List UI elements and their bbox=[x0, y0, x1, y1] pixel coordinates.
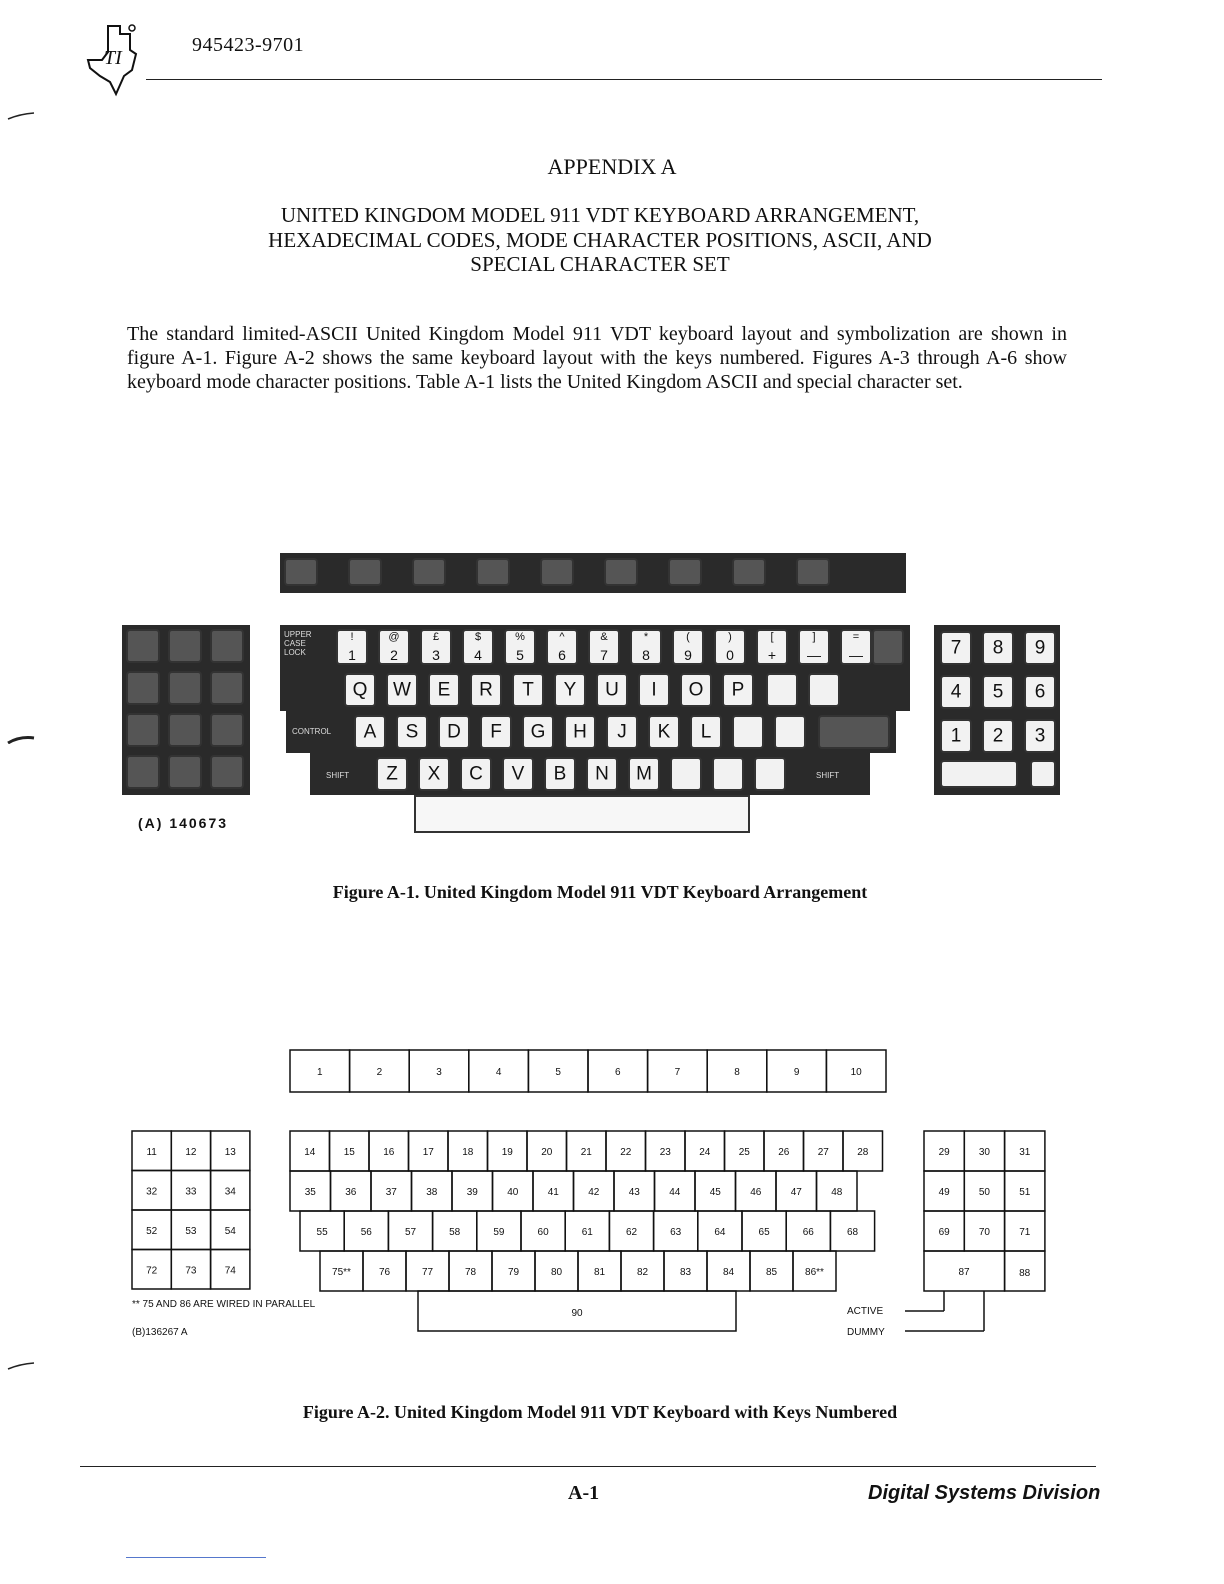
key-legend: N bbox=[595, 763, 609, 785]
key-legend: A bbox=[363, 721, 377, 743]
key-legend: M bbox=[636, 763, 652, 785]
right-pad-cell-number: 69 bbox=[938, 1227, 950, 1238]
main-key-cell-number: 81 bbox=[593, 1267, 606, 1278]
key-legend: P bbox=[731, 679, 745, 701]
main-key-cell-number: 75** bbox=[332, 1267, 351, 1278]
key-shift-legend: ) bbox=[728, 631, 732, 643]
main-key-cell-number: 18 bbox=[462, 1147, 474, 1158]
main-key-cell-number: 16 bbox=[383, 1147, 395, 1158]
function-key-cell-number: 1 bbox=[317, 1067, 323, 1078]
key-shift-legend: $ bbox=[474, 631, 482, 643]
main-key-cell-number: 60 bbox=[537, 1227, 549, 1238]
main-key-cell-number: 15 bbox=[343, 1147, 355, 1158]
key-legend: Z bbox=[386, 763, 398, 785]
main-key-cell-number: 58 bbox=[449, 1227, 461, 1238]
title-line-3: SPECIAL CHARACTER SET bbox=[470, 252, 730, 276]
right-pad-cell-number: 30 bbox=[978, 1147, 991, 1158]
title-line-2: HEXADECIMAL CODES, MODE CHARACTER POSITIONS, ASCII, AND bbox=[268, 228, 932, 252]
key-shift-legend: @ bbox=[388, 631, 400, 643]
main-key-cell-number: 22 bbox=[620, 1147, 632, 1158]
right-pad-cell-number: 50 bbox=[978, 1187, 991, 1198]
bottom-rule bbox=[126, 1557, 266, 1558]
main-key-cell-number: 63 bbox=[670, 1227, 682, 1238]
key-shift-legend: * bbox=[643, 631, 649, 643]
main-key-cell-number: 17 bbox=[422, 1147, 434, 1158]
appendix-label: APPENDIX A bbox=[547, 154, 677, 179]
main-key-cell-number: 43 bbox=[628, 1187, 640, 1198]
key-legend: + bbox=[767, 647, 777, 663]
function-key-cell-number: 7 bbox=[674, 1067, 681, 1078]
division-name: Digital Systems Division bbox=[868, 1482, 1101, 1504]
key-legend: B bbox=[553, 763, 567, 785]
main-key-cell-number: 24 bbox=[699, 1147, 711, 1158]
key-legend: 5 bbox=[992, 681, 1004, 703]
function-key-cell-number: 6 bbox=[615, 1067, 621, 1078]
main-key-cell-number: 65 bbox=[758, 1227, 770, 1238]
key-legend: 1 bbox=[950, 725, 962, 747]
main-key-cell-number: 23 bbox=[659, 1147, 671, 1158]
key-legend: 7 bbox=[600, 647, 608, 663]
document-number: 945423-9701 bbox=[192, 34, 305, 56]
key-legend: W bbox=[393, 679, 411, 701]
key-legend: E bbox=[437, 679, 451, 701]
left-pad-cell-number: 52 bbox=[146, 1225, 158, 1237]
intro-paragraph: The standard limited-ASCII United Kingdom Model 911 VDT keyboard layout and symbolization are shown in figure A-1. Figure A-2 shows the same keyboard layout with the keys numbered. Figures A-3 through A-6 show keyboard mode character positions. Table A-1 lists the United Kingdom ASCII and special character set. bbox=[127, 323, 1067, 393]
figure-a1-caption: Figure A-1. United Kingdom Model 911 VDT Keyboard Arrangement bbox=[332, 882, 868, 902]
active-label: ACTIVE bbox=[847, 1306, 884, 1317]
figure-a2-caption: Figure A-2. United Kingdom Model 911 VDT Keyboard with Keys Numbered bbox=[302, 1402, 898, 1422]
key-legend: 6 bbox=[558, 647, 566, 663]
main-key-cell-number: 66 bbox=[802, 1227, 814, 1238]
dummy-label: DUMMY bbox=[847, 1327, 885, 1338]
shift-left-label: SHIFT bbox=[326, 771, 350, 780]
right-pad-cell-number: 31 bbox=[1019, 1147, 1031, 1158]
svg-text:TI: TI bbox=[104, 47, 122, 69]
key-legend: V bbox=[511, 763, 525, 785]
key-legend: 5 bbox=[516, 647, 524, 663]
main-key-cell-number: 62 bbox=[625, 1227, 638, 1238]
main-key-cell-number: 19 bbox=[501, 1147, 513, 1158]
key-legend: 9 bbox=[684, 647, 692, 663]
main-key-cell-number: 39 bbox=[466, 1187, 478, 1198]
main-key-cell-number: 14 bbox=[304, 1147, 316, 1158]
key-legend: 4 bbox=[474, 647, 482, 663]
main-key-cell-number: 40 bbox=[507, 1187, 519, 1198]
right-pad-cell-number: 49 bbox=[938, 1187, 950, 1198]
left-pad-cell-number: 54 bbox=[224, 1225, 236, 1237]
main-key-cell-number: 57 bbox=[404, 1227, 417, 1238]
main-key-cell-number: 83 bbox=[679, 1267, 692, 1278]
function-key-cell-number: 5 bbox=[555, 1067, 561, 1078]
main-key-cell-number: 41 bbox=[547, 1187, 559, 1198]
main-key-cell-number: 55 bbox=[316, 1227, 328, 1238]
main-key-cell-number: 37 bbox=[385, 1187, 397, 1198]
key-legend: 1 bbox=[348, 647, 356, 663]
key-legend: C bbox=[469, 763, 483, 785]
key-shift-legend: & bbox=[600, 631, 608, 643]
key-legend: 2 bbox=[390, 647, 398, 663]
key-legend: 6 bbox=[1034, 681, 1046, 703]
key-legend: I bbox=[651, 679, 657, 701]
key-legend: D bbox=[447, 721, 461, 743]
function-key-cell-number: 4 bbox=[495, 1067, 502, 1078]
main-key-cell-number: 26 bbox=[778, 1147, 790, 1158]
key-legend: K bbox=[657, 721, 671, 743]
shift-right-label: SHIFT bbox=[816, 771, 840, 780]
key-legend: G bbox=[530, 721, 546, 743]
key-shift-legend: ! bbox=[350, 631, 354, 643]
key-shift-legend: = bbox=[852, 631, 860, 643]
key-legend: 8 bbox=[992, 637, 1004, 659]
key-legend: S bbox=[405, 721, 419, 743]
right-pad-cell-number: 51 bbox=[1019, 1187, 1031, 1198]
right-pad-cell-number: 29 bbox=[938, 1147, 950, 1158]
key-shift-legend: ( bbox=[686, 631, 690, 643]
key-legend: 3 bbox=[432, 647, 440, 663]
key-legend: J bbox=[617, 721, 627, 743]
key-legend: Q bbox=[352, 679, 368, 701]
function-key-cell-number: 2 bbox=[376, 1067, 383, 1078]
space-key-number: 90 bbox=[571, 1308, 583, 1319]
key-legend: F bbox=[490, 721, 502, 743]
main-key-cell-number: 64 bbox=[714, 1227, 726, 1238]
main-key-cell-number: 45 bbox=[709, 1187, 721, 1198]
key-legend: — bbox=[807, 647, 821, 663]
main-key-cell-number: 35 bbox=[304, 1187, 316, 1198]
key-legend: 2 bbox=[992, 725, 1004, 747]
key-shift-legend: ^ bbox=[559, 631, 565, 643]
main-key-cell-number: 85 bbox=[765, 1267, 778, 1278]
key-shift-legend: [ bbox=[770, 631, 774, 643]
diagram-id: (B)136267 A bbox=[132, 1327, 188, 1338]
main-key-cell-number: 68 bbox=[846, 1227, 859, 1238]
main-key-cell-number: 21 bbox=[580, 1147, 592, 1158]
left-pad-cell-number: 34 bbox=[224, 1186, 236, 1198]
main-key-cell-number: 25 bbox=[738, 1147, 750, 1158]
main-key-cell-number: 56 bbox=[360, 1227, 372, 1238]
left-pad-cell-number: 72 bbox=[146, 1265, 158, 1277]
main-key-cell-number: 28 bbox=[857, 1147, 869, 1158]
key-legend: L bbox=[700, 721, 712, 743]
key-legend: 7 bbox=[950, 637, 962, 659]
left-pad-cell-number: 13 bbox=[224, 1146, 236, 1158]
function-key-cell-number: 9 bbox=[793, 1067, 800, 1078]
parallel-wiring-note: ** 75 AND 86 ARE WIRED IN PARALLEL bbox=[132, 1299, 316, 1310]
right-pad-cell-number: 70 bbox=[978, 1227, 991, 1238]
main-key-cell-number: 46 bbox=[750, 1187, 762, 1198]
key-legend: R bbox=[479, 679, 493, 701]
title-line-1: UNITED KINGDOM MODEL 911 VDT KEYBOARD ARRANGEMENT, bbox=[280, 203, 920, 227]
key-legend: H bbox=[573, 721, 587, 743]
main-key-cell-number: 59 bbox=[493, 1227, 505, 1238]
main-key-cell-number: 78 bbox=[464, 1267, 477, 1278]
left-pad-cell-number: 33 bbox=[185, 1186, 197, 1198]
left-pad-cell-number: 53 bbox=[185, 1225, 197, 1237]
left-pad-cell-number: 32 bbox=[146, 1186, 158, 1198]
left-pad-cell-number: 11 bbox=[146, 1146, 157, 1158]
page-number: A-1 bbox=[568, 1482, 600, 1504]
upper-case-lock-label: UPPER CASE LOCK bbox=[284, 630, 312, 657]
main-key-cell-number: 80 bbox=[550, 1267, 563, 1278]
main-key-cell-number: 82 bbox=[636, 1267, 649, 1278]
key-shift-legend: ] bbox=[812, 631, 816, 643]
key-legend: Y bbox=[563, 679, 577, 701]
main-key-cell-number: 84 bbox=[722, 1267, 735, 1278]
main-key-cell-number: 20 bbox=[541, 1147, 553, 1158]
key-legend: O bbox=[688, 679, 704, 701]
main-key-cell-number: 48 bbox=[831, 1187, 843, 1198]
key-legend: 0 bbox=[726, 647, 734, 663]
main-key-cell-number: 77 bbox=[421, 1267, 434, 1278]
main-key-cell-number: 86** bbox=[805, 1267, 824, 1278]
key-legend: 4 bbox=[950, 681, 962, 703]
right-pad-cell-number: 87 bbox=[958, 1267, 970, 1278]
key-shift-legend: £ bbox=[432, 631, 440, 643]
main-key-cell-number: 76 bbox=[378, 1267, 391, 1278]
key-legend: — bbox=[849, 647, 863, 663]
key-legend: 8 bbox=[642, 647, 650, 663]
main-key-cell-number: 44 bbox=[669, 1187, 681, 1198]
main-key-cell-number: 79 bbox=[507, 1267, 520, 1278]
right-pad-cell-number: 88 bbox=[1019, 1268, 1031, 1279]
key-legend: X bbox=[427, 763, 441, 785]
main-key-cell-number: 47 bbox=[790, 1187, 802, 1198]
key-legend: 9 bbox=[1034, 637, 1046, 659]
function-key-cell-number: 10 bbox=[850, 1067, 862, 1078]
function-key-cell-number: 8 bbox=[734, 1067, 740, 1078]
key-shift-legend: % bbox=[515, 631, 525, 643]
main-key-cell-number: 36 bbox=[345, 1187, 357, 1198]
left-pad-cell-number: 74 bbox=[224, 1265, 236, 1277]
function-key-cell-number: 3 bbox=[436, 1067, 442, 1078]
left-pad-cell-number: 73 bbox=[185, 1265, 197, 1277]
right-pad-cell-number: 71 bbox=[1019, 1227, 1031, 1238]
key-legend: U bbox=[605, 679, 619, 701]
control-label: CONTROL bbox=[292, 727, 332, 736]
photo-id: (A) 140673 bbox=[138, 815, 229, 831]
key-legend: 3 bbox=[1034, 725, 1046, 747]
main-key-cell-number: 61 bbox=[581, 1227, 593, 1238]
key-legend: T bbox=[522, 679, 534, 701]
footer-rule bbox=[80, 1466, 1096, 1467]
main-key-cell-number: 27 bbox=[817, 1147, 829, 1158]
left-pad-cell-number: 12 bbox=[185, 1146, 197, 1158]
main-key-cell-number: 42 bbox=[588, 1187, 600, 1198]
main-key-cell-number: 38 bbox=[426, 1187, 438, 1198]
